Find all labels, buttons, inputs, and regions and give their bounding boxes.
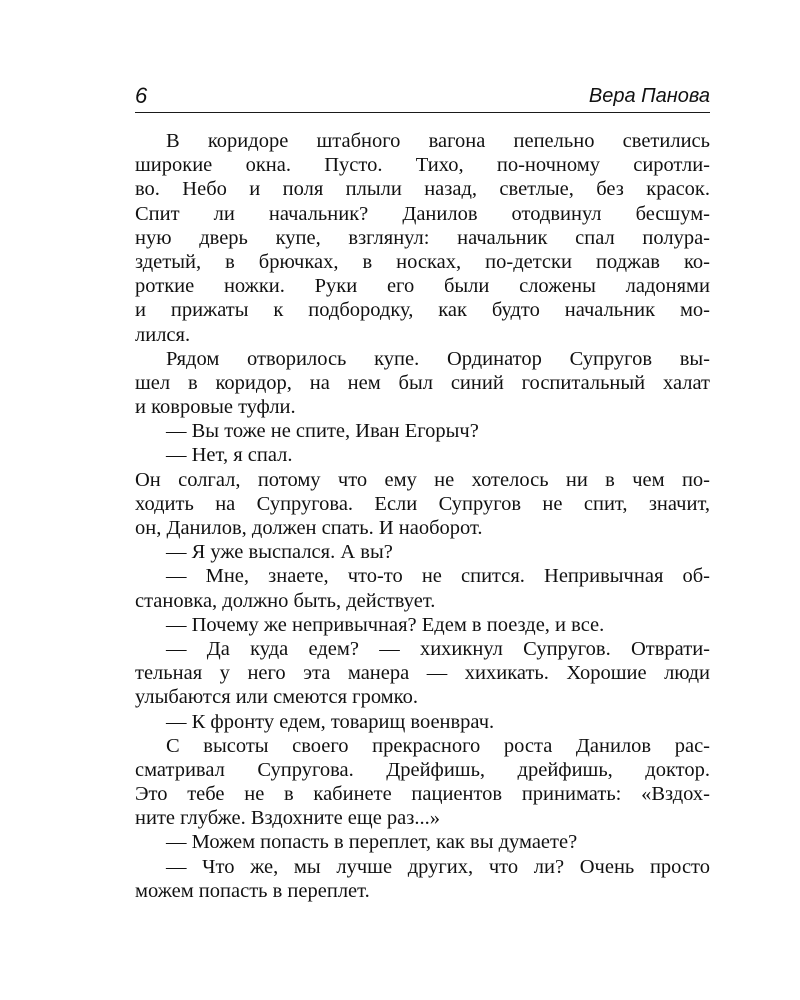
text-line: становка, должно быть, действует. bbox=[135, 589, 436, 612]
text-line: ную дверь купе, взглянул: начальник спал полура- bbox=[135, 226, 710, 249]
running-head-author: Вера Панова bbox=[588, 85, 710, 107]
body-text bbox=[135, 129, 710, 903]
text-line: В коридоре штабного вагона пепельно светились bbox=[166, 130, 710, 152]
text-line: широкие окна. Пусто. Тихо, по-ночному сиротли- bbox=[135, 154, 710, 177]
page-header bbox=[135, 80, 710, 113]
text-line: ходить на Супругова. Если Супругов не спит, значит, bbox=[135, 492, 710, 515]
text-line: — К фронту едем, товарищ военврач. bbox=[166, 710, 495, 733]
text-line: и ковровые туфли. bbox=[135, 396, 296, 419]
text-line: он, Данилов, должен спать. И наоборот. bbox=[135, 517, 483, 539]
text-line: С высоты своего прекрасного роста Данилов рас- bbox=[166, 734, 710, 757]
text-line: шел в коридор, на нем был синий госпитальный халат bbox=[135, 371, 710, 394]
text-line: Это тебе не в кабинете пациентов принимать: «Вздох- bbox=[135, 783, 710, 806]
text-line: Спит ли начальник? Данилов отодвинул бесшум- bbox=[135, 202, 710, 225]
text-line: — Что же, мы лучше других, что ли? Очень просто bbox=[166, 855, 710, 878]
text-line: и прижаты к подбородку, как будто начальник мо- bbox=[135, 299, 710, 322]
text-line: — Мне, знаете, что-то не спится. Непривычная об- bbox=[166, 565, 710, 588]
text-line: — Можем попасть в переплет, как вы думаете? bbox=[166, 831, 578, 854]
text-line: Он солгал, потому что ему не хотелось ни в чем по- bbox=[135, 468, 710, 491]
text-line: роткие ножки. Руки его были сложены ладонями bbox=[135, 275, 710, 298]
text-line: можем попасть в переплет. bbox=[135, 879, 370, 902]
text-line: — Нет, я спал. bbox=[166, 444, 293, 467]
text-line: — Вы тоже не спите, Иван Егорыч? bbox=[166, 420, 479, 443]
text-line: тельная у него эта манера — хихикать. Хорошие люди bbox=[135, 662, 710, 685]
text-line: ните глубже. Вздохните еще раз...» bbox=[135, 807, 440, 830]
text-line: — Я уже выспался. А вы? bbox=[166, 541, 393, 564]
text-line: — Да куда едем? — хихикнул Супругов. Отврати- bbox=[166, 637, 710, 660]
text-line: — Почему же непривычная? Едем в поезде, и все. bbox=[166, 613, 605, 636]
text-line: улыбаются или смеются громко. bbox=[135, 686, 418, 709]
text-line: лился. bbox=[135, 323, 191, 346]
text-line: сматривал Супругова. Дрейфишь, дрейфишь, доктор. bbox=[135, 758, 710, 781]
text-line: здетый, в брючках, в носках, по-детски поджав ко- bbox=[135, 250, 710, 273]
text-line: во. Небо и поля плыли назад, светлые, без красок. bbox=[135, 178, 710, 201]
book-page bbox=[135, 80, 710, 903]
page-number: 6 bbox=[135, 83, 148, 108]
text-line: Рядом отворилось купе. Ординатор Супругов вы- bbox=[166, 347, 710, 370]
